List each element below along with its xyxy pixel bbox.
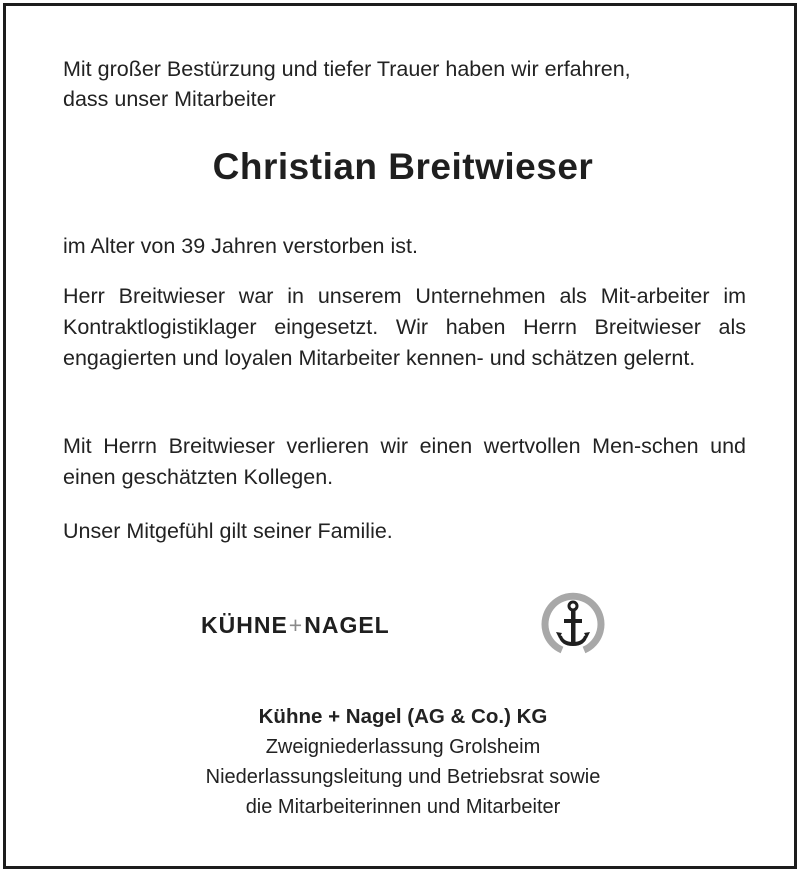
anchor-eye bbox=[569, 602, 577, 610]
signatory-line-4: die Mitarbeiterinnen und Mitarbeiter bbox=[245, 796, 561, 818]
intro-text bbox=[63, 54, 753, 114]
intro-line-2: dass unser Mitarbeiter bbox=[63, 87, 276, 111]
logo-word-left: KÜHNE bbox=[201, 612, 288, 638]
intro-line-1: Mit großer Bestürzung und tiefer Trauer haben wir erfahren, bbox=[63, 57, 631, 81]
anchor-shank bbox=[571, 610, 576, 644]
company-name: Kühne + Nagel (AG & Co.) KG bbox=[258, 705, 548, 728]
loss-paragraph: Mit Herrn Breitwieser verlieren wir einen wertvollen Men-schen und einen geschätzten Kollegen. bbox=[63, 434, 746, 489]
signatory-line-3: Niederlassungsleitung und Betriebsrat sowie bbox=[205, 766, 601, 788]
branch-name: Zweigniederlassung Grolsheim bbox=[265, 736, 541, 758]
company-logo-wordmark bbox=[201, 612, 390, 639]
deceased-name: Christian Breitwieser bbox=[212, 146, 594, 187]
logo-plus: + bbox=[288, 612, 304, 638]
age-line: im Alter von 39 Jahren verstorben ist. bbox=[63, 234, 418, 258]
anchor-icon bbox=[540, 592, 606, 658]
work-paragraph: Herr Breitwieser war in unserem Unternehmen als Mit-arbeiter im Kontraktlogistiklager eingesetzt. Wir haben Herrn Breitwieser als engagierten und loyalen Mitarbeiter kennen- und schätzen gelernt. bbox=[63, 284, 746, 370]
obituary-frame bbox=[3, 3, 797, 869]
family-line: Unser Mitgefühl gilt seiner Familie. bbox=[63, 519, 393, 543]
anchor-stock bbox=[564, 619, 582, 623]
signature-block bbox=[6, 702, 800, 822]
anchor-emblem-svg bbox=[540, 592, 606, 658]
logo-word-right: NAGEL bbox=[304, 612, 390, 638]
